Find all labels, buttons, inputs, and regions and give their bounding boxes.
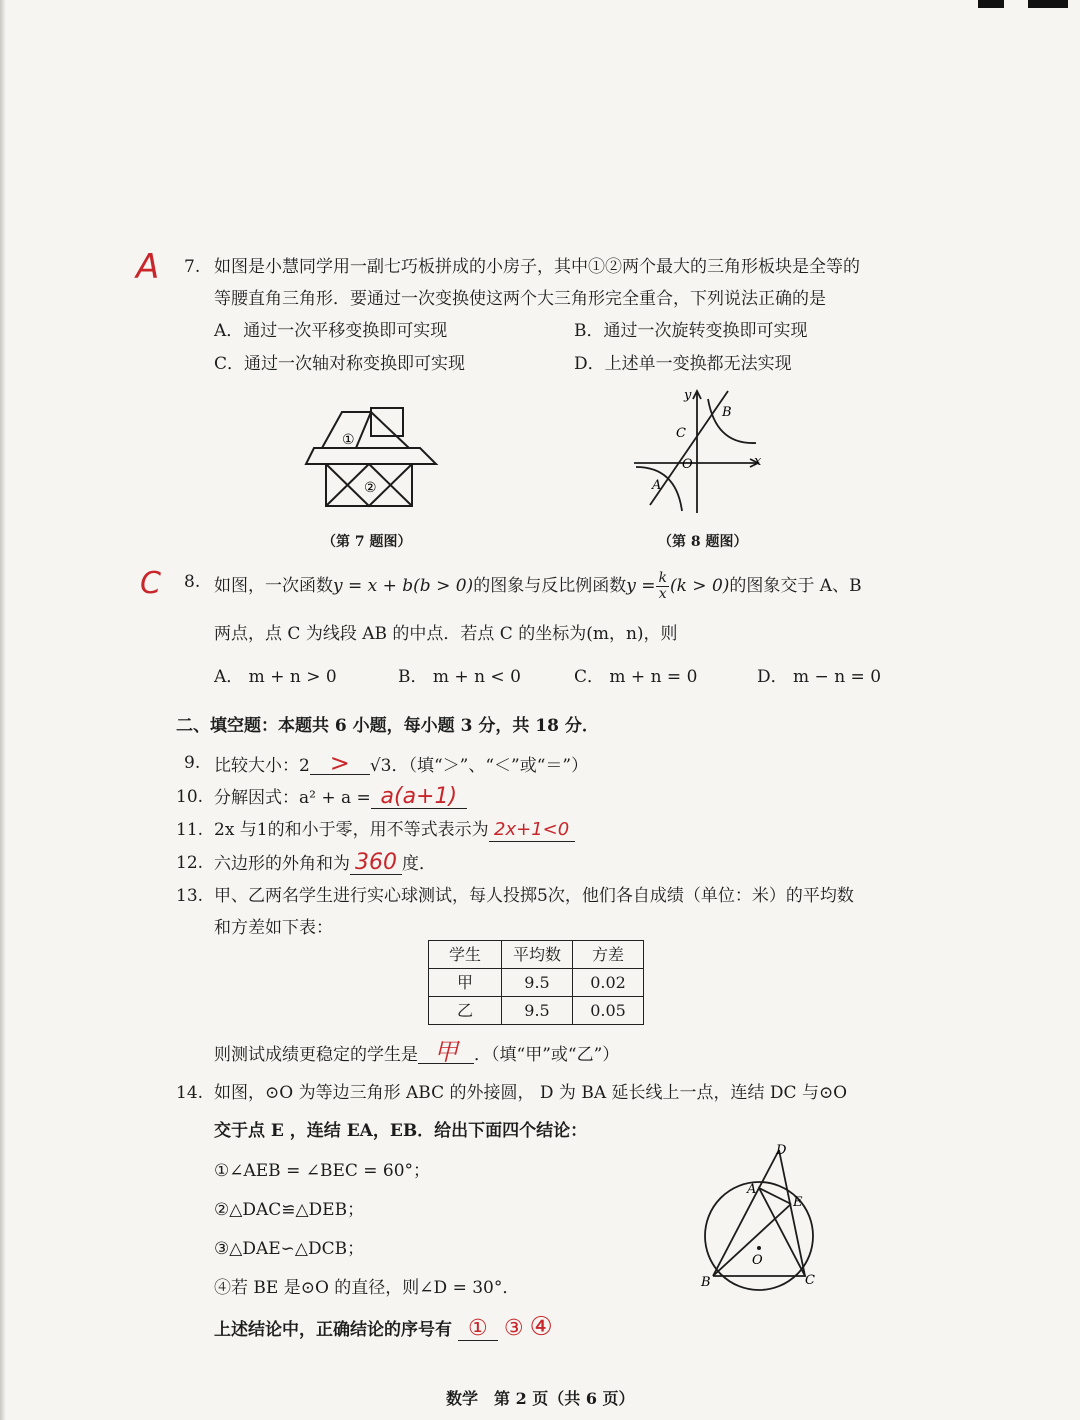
table-cell-mean: 9.5 <box>502 997 573 1025</box>
q11-stem <box>214 819 575 842</box>
q14-conclusion-3: ③△DAE∽△DCB； <box>214 1239 365 1259</box>
q14-stem-line2: 交于点 E ，连结 EA，EB．给出下面四个结论： <box>214 1121 588 1141</box>
q12-answer-blank: 360 <box>350 852 402 875</box>
q8-option-d: D． m − n = 0 <box>757 667 882 687</box>
q14-question <box>214 1312 553 1342</box>
graph-label-b: B <box>722 405 732 420</box>
q12-prefix: 六边形的外角和为 <box>214 854 350 874</box>
chimney-square <box>371 408 403 436</box>
q14-stem-line1: 如图，⊙O 为等边三角形 ABC 的外接圆， D 为 BA 延长线上一点，连结 DC 与⊙O <box>214 1083 848 1103</box>
table-header-student: 学生 <box>429 941 502 969</box>
q8-function-graph <box>628 385 768 515</box>
q10-prefix: 分解因式：a² + a = <box>214 788 371 808</box>
q8-linear-function: y = x + b(b > 0) <box>333 576 474 596</box>
figure-label-o: O <box>752 1253 763 1268</box>
q8-text-1: 如图，一次函数 <box>214 576 333 596</box>
q7-house-figure <box>296 400 446 512</box>
label-triangle-1: ① <box>342 432 355 448</box>
graph-label-origin: O <box>682 457 693 472</box>
graph-label-x: x <box>754 454 762 469</box>
q13-number: 13. <box>176 886 204 906</box>
page-footer: 数学 第 2 页（共 6 页） <box>446 1389 635 1408</box>
figure-label-b: B <box>701 1275 711 1290</box>
graph-label-a: A <box>652 478 662 493</box>
q13-stem-line2: 和方差如下表： <box>214 918 333 938</box>
q7-answer-mark: A <box>136 247 160 287</box>
table-cell-student: 乙 <box>429 997 502 1025</box>
q10-stem <box>214 786 467 809</box>
q14-conclusion-2: ②△DAC≌△DEB； <box>214 1200 365 1220</box>
table-row <box>429 969 644 997</box>
q9-stem <box>214 749 589 777</box>
q7-option-d: D．上述单一变换都无法实现 <box>574 354 792 374</box>
q13-ask-suffix: ．（填“甲”或“乙”） <box>474 1045 620 1065</box>
linear-function-line <box>650 391 728 505</box>
table-cell-mean: 9.5 <box>502 969 573 997</box>
q12-stem <box>214 852 436 875</box>
section-2-heading: 二、填空题：本题共 6 小题，每小题 3 分，共 18 分． <box>176 716 599 736</box>
q9-prefix: 比较大小：2 <box>214 756 310 776</box>
q8-option-b: B． m + n < 0 <box>398 667 521 687</box>
q9-suffix: √3．（填“＞”、“＜”或“＝”） <box>369 756 589 776</box>
table-header-row <box>429 941 644 969</box>
q14-answer-1: ① <box>458 1318 498 1341</box>
q9-number: 9. <box>184 753 201 773</box>
q8-answer-mark: C <box>140 566 161 601</box>
figure-label-c: C <box>805 1273 815 1288</box>
page-edge-shadow <box>0 0 6 1420</box>
q8-stem-line2: 两点，点 C 为线段 AB 的中点．若点 C 的坐标为(m，n)，则 <box>214 624 678 644</box>
q13-answer-blank: 甲 <box>418 1041 474 1064</box>
q8-number: 8. <box>184 572 201 592</box>
q8-text-3: 的图象交于 A、B <box>729 576 862 596</box>
label-triangle-2: ② <box>364 480 377 496</box>
q8-option-c: C． m + n = 0 <box>574 667 698 687</box>
q14-answer-3: ④ <box>529 1312 553 1342</box>
q9-answer-blank: > <box>310 752 370 775</box>
q13-score-table <box>428 940 644 1025</box>
q8-figure-caption: （第 8 题图） <box>658 534 748 550</box>
q11-answer-blank: 2x+1<0 <box>489 819 575 842</box>
q7-option-b: B．通过一次旋转变换即可实现 <box>574 321 808 341</box>
segment-dc <box>779 1150 805 1276</box>
table-cell-variance: 0.05 <box>573 997 644 1025</box>
figure-label-e: E <box>793 1195 803 1210</box>
q8-option-a: A． m + n > 0 <box>214 667 337 687</box>
q13-ask-prefix: 则测试成绩更稳定的学生是 <box>214 1045 418 1065</box>
q8-text-2: 的图象与反比例函数 <box>473 576 627 596</box>
graph-label-y: y <box>684 388 692 403</box>
q13-question <box>214 1038 620 1066</box>
q7-figure-caption: （第 7 题图） <box>322 534 412 550</box>
q13-stem-line1: 甲、乙两名学生进行实心球测试，每人投掷5次，他们各自成绩（单位：米）的平均数 <box>214 886 854 906</box>
center-point-o <box>757 1246 761 1250</box>
q12-suffix: 度． <box>402 854 436 874</box>
q7-stem-line1: 如图是小慧同学用一副七巧板拼成的小房子，其中①②两个最大的三角形板块是全等的 <box>214 257 860 277</box>
q14-circle-figure <box>695 1138 825 1298</box>
q7-option-c: C．通过一次轴对称变换即可实现 <box>214 354 466 374</box>
roof-diagonal <box>356 412 371 448</box>
table-cell-student: 甲 <box>429 969 502 997</box>
q14-answer-2: ③ <box>503 1316 524 1341</box>
figure-label-d: D <box>776 1143 787 1158</box>
q14-conclusion-4: ④若 BE 是⊙O 的直径，则∠D = 30°． <box>214 1278 520 1298</box>
q8-reciprocal-left: y = <box>626 576 656 596</box>
q12-number: 12. <box>176 853 204 873</box>
table-header-mean: 平均数 <box>502 941 573 969</box>
q8-reciprocal-condition: (k > 0) <box>669 576 730 596</box>
q10-number: 10. <box>176 787 204 807</box>
q14-number: 14. <box>176 1083 204 1103</box>
table-cell-variance: 0.02 <box>573 969 644 997</box>
q7-number: 7. <box>184 257 201 277</box>
q14-ask: 上述结论中，正确结论的序号有 <box>214 1320 452 1340</box>
q11-number: 11. <box>176 820 204 840</box>
q10-answer-blank: a(a+1) <box>371 786 467 809</box>
table-row <box>429 997 644 1025</box>
q7-option-a: A．通过一次平移变换即可实现 <box>214 321 448 341</box>
q8-fraction-numerator: k <box>658 570 667 586</box>
corner-mark <box>970 0 1080 14</box>
q8-reciprocal-fraction <box>656 571 668 602</box>
q11-prefix: 2x 与1的和小于零，用不等式表示为 <box>214 820 489 840</box>
figure-label-a: A <box>747 1182 757 1197</box>
q7-stem-line2: 等腰直角三角形．要通过一次变换使这两个大三角形完全重合，下列说法正确的是 <box>214 289 826 309</box>
q14-conclusion-1: ①∠AEB = ∠BEC = 60°； <box>214 1161 431 1181</box>
q8-stem-line1 <box>214 571 862 602</box>
q8-fraction-denominator: x <box>658 586 667 602</box>
hyperbola-branch-1 <box>708 399 756 443</box>
graph-label-c: C <box>676 426 686 441</box>
table-header-variance: 方差 <box>573 941 644 969</box>
